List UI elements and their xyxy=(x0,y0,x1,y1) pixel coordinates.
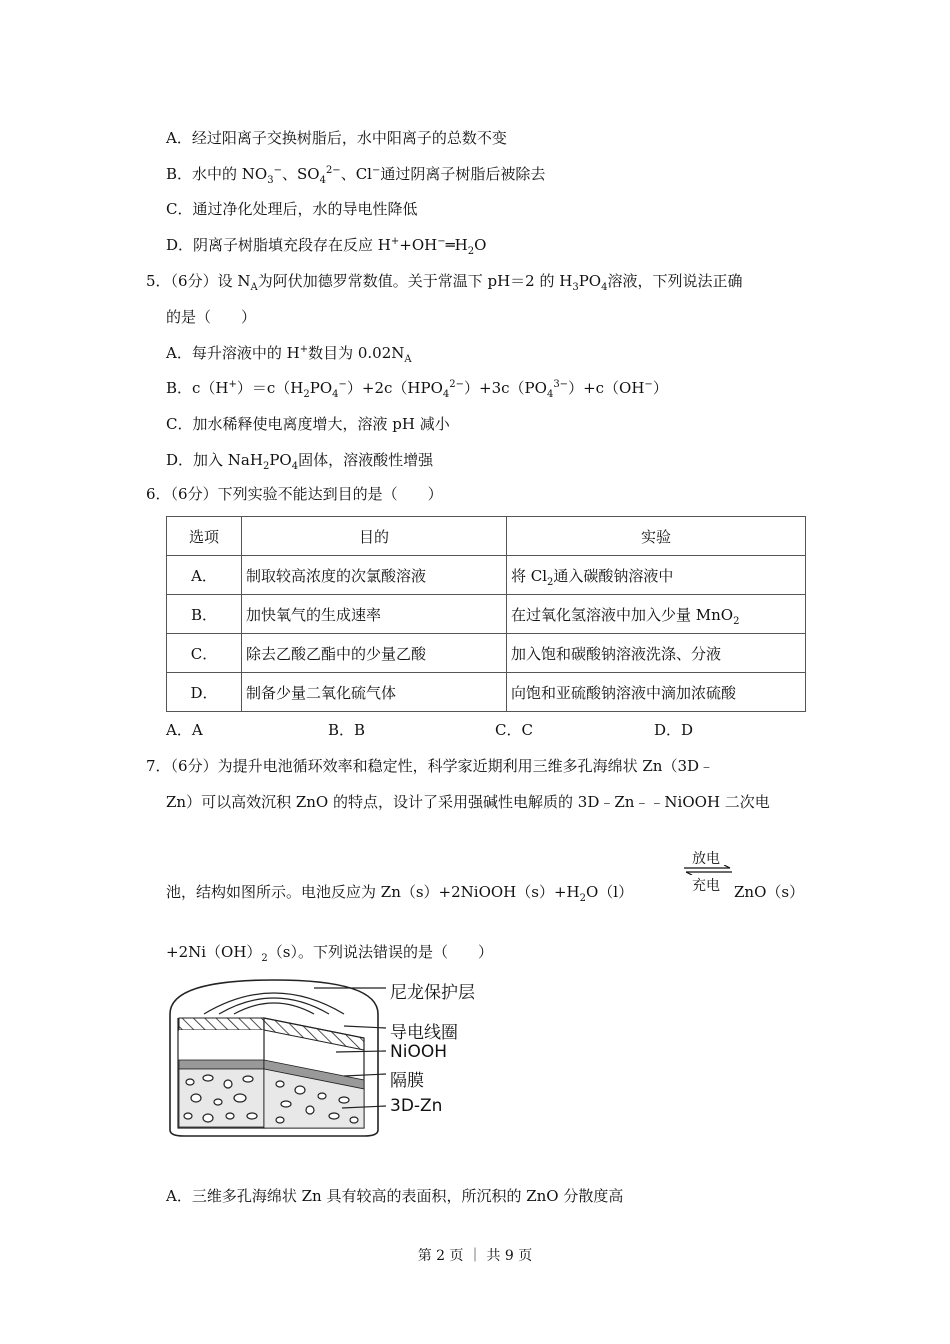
q5-option-a: A．每升溶液中的 H+数目为 $0.02N_A$ xyxy=(166,344,412,365)
charge-label: 充电 xyxy=(692,878,720,894)
q5-option-d: D．加入 $NaH_2PO_4$固体，溶液酸性增强 xyxy=(166,451,434,472)
table-row xyxy=(167,556,806,595)
q5-option-b: B．$c(H^+)=c(H_2PO_4^-)+2c(HPO_4^{2-})+3c(PO_4^{3-})+c(OH^-)$ xyxy=(166,379,668,400)
battery-diagram xyxy=(164,978,484,1138)
row-goal: 制取较高浓度的次氯酸溶液 xyxy=(242,556,507,595)
q6-choice-b: B．B xyxy=(328,721,366,739)
row-experiment: 将 $Cl_2$通入碳酸钠溶液中 xyxy=(507,556,806,595)
page-footer: 第 2 页 ｜ 共 9 页 xyxy=(417,1248,533,1264)
q5-option-c: C．加水稀释使电离度增大，溶液 pH 减小 xyxy=(166,415,450,433)
q4-option-a: A．经过阳离子交换树脂后，水中阳离子的总数不变 xyxy=(166,129,507,147)
label-separator: 隔膜 xyxy=(390,1071,424,1091)
row-experiment: 向饱和亚硫酸钠溶液中滴加浓硫酸 xyxy=(507,673,806,712)
q7-stem-line3-end: ZnO（s） xyxy=(734,883,805,901)
q4-option-d: D．阴离子树脂填充段存在反应 $H^++OH^-═H_2O$ xyxy=(166,236,487,257)
q6-choice-c: C．C xyxy=(495,721,533,739)
discharge-label: 放电 xyxy=(692,851,720,867)
q7-stem-line1: 7．（6分）为提升电池循环效率和稳定性，科学家近期利用三维多孔海绵状 Zn（3D﹣ xyxy=(146,757,715,775)
label-nylon-layer: 尼龙保护层 xyxy=(390,983,475,1003)
row-goal: 加快氧气的生成速率 xyxy=(242,595,507,634)
q7-stem-line3: 池，结构如图所示。电池反应为 $Zn(s)+2NiOOH(s)+H_2O(l)$ xyxy=(166,883,634,904)
q6-choice-d: D．D xyxy=(654,721,694,739)
q7-stem-line4: $+2Ni(OH)_2(s)$。下列说法错误的是（ ） xyxy=(166,943,493,964)
q4-option-b: B．水中的 $NO_3^-$、$SO_4^{2-}$、Cl−通过阴离子树脂后被除去 xyxy=(166,165,546,186)
row-experiment: 在过氧化氢溶液中加入少量 MnO$_2$ xyxy=(507,595,806,634)
row-experiment: 加入饱和碳酸钠溶液洗涤、分液 xyxy=(507,634,806,673)
q5-stem: 5．（6分）设 $N_A$为阿伏加德罗常数值。关于常温下 pH＝2 的 $H_3PO_4$溶液，下列说法正确 xyxy=(146,272,743,293)
q6-stem: 6．（6分）下列实验不能达到目的是（ ） xyxy=(146,485,443,503)
table-row xyxy=(167,673,806,712)
table-row xyxy=(167,595,806,634)
row-goal: 除去乙酸乙酯中的少量乙酸 xyxy=(242,634,507,673)
label-coil: 导电线圈 xyxy=(390,1023,458,1043)
row-option: C． xyxy=(167,634,242,673)
q6-choice-a: A．A xyxy=(166,721,203,739)
row-goal: 制备少量二氧化硫气体 xyxy=(242,673,507,712)
header-goal: 目的 xyxy=(242,517,507,556)
experiment-table xyxy=(166,516,806,712)
q4-option-c: C．通过净化处理后，水的导电性降低 xyxy=(166,200,418,218)
equilibrium-arrow-icon xyxy=(682,865,734,875)
table-row xyxy=(167,634,806,673)
table-header-row xyxy=(167,517,806,556)
header-option: 选项 xyxy=(167,517,242,556)
row-option: D． xyxy=(167,673,242,712)
q5-stem-cont: 的是（ ） xyxy=(166,308,257,326)
row-option: A． xyxy=(167,556,242,595)
label-3d-zn: 3D-Zn xyxy=(390,1096,443,1116)
q7-option-a: A．三维多孔海绵状 Zn 具有较高的表面积，所沉积的 ZnO 分散度高 xyxy=(166,1187,624,1205)
label-niooh: NiOOH xyxy=(390,1042,447,1062)
q7-stem-line2: Zn）可以高效沉积 ZnO 的特点，设计了采用强碱性电解质的 3D﹣Zn﹣﹣NiOOH 二次电 xyxy=(166,793,770,811)
row-option: B． xyxy=(167,595,242,634)
reversible-arrow xyxy=(682,848,734,892)
header-experiment: 实验 xyxy=(507,517,806,556)
